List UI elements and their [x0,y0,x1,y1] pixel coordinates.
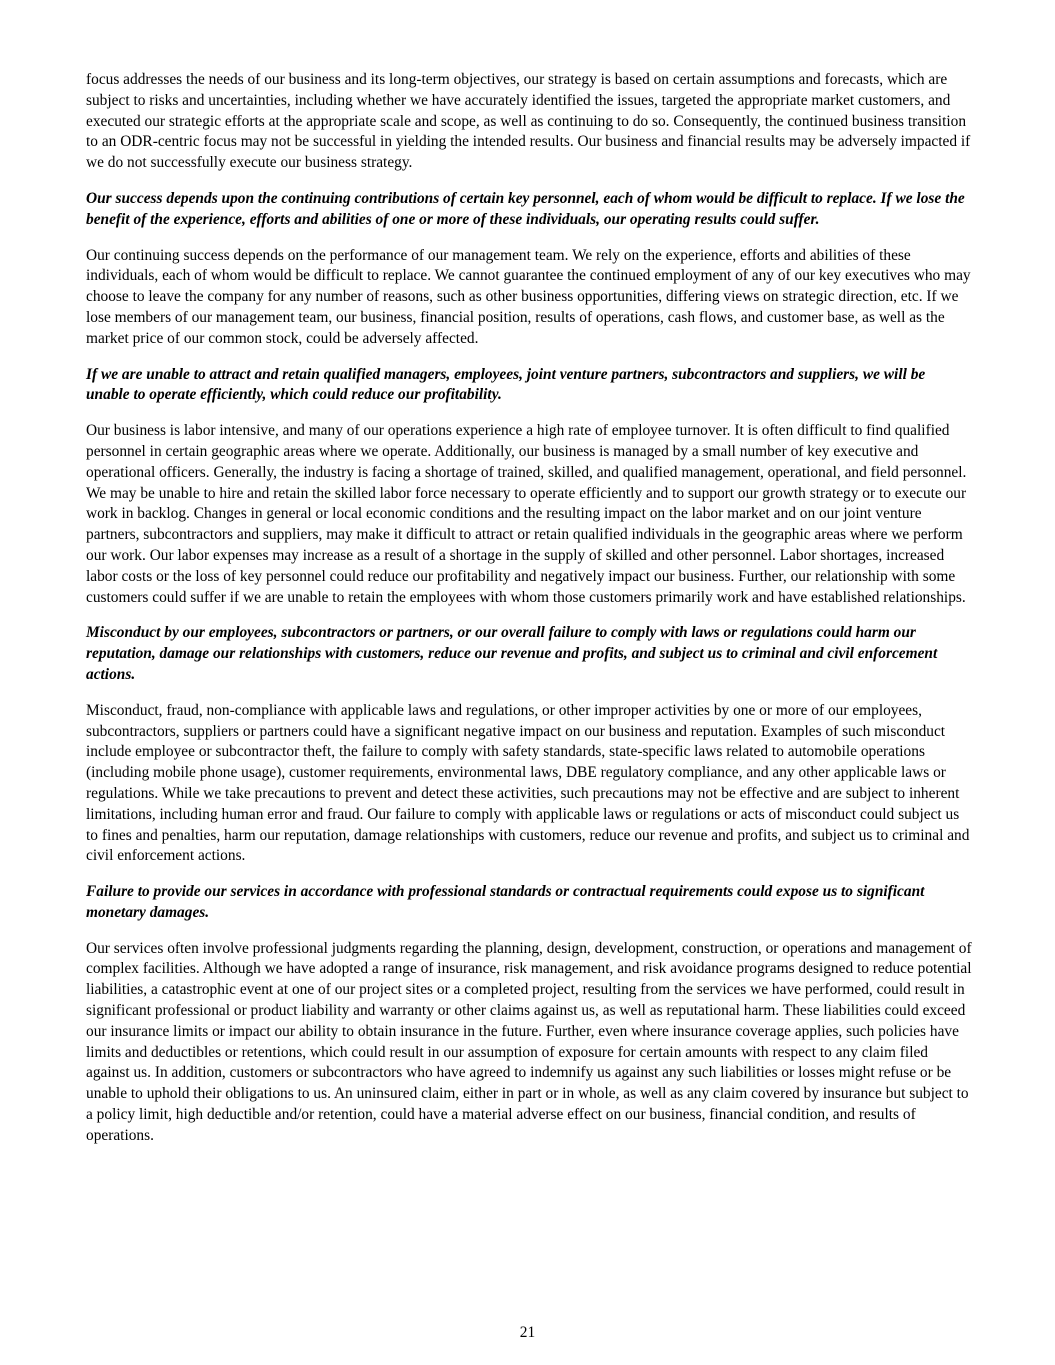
risk-factor-heading: Failure to provide our services in accordance with professional standards or contractual requirements could expose us to significant monetary damages. [86,883,925,921]
body-paragraph: Our business is labor intensive, and many of our operations experience a high rate of employee turnover. It is often difficult to find qualified personnel in certain geographic areas where we operate. Additionally, our business is managed by a small number of key executive and operational officers. Generally, the industry is facing a shortage of trained, skilled, and qualified management, operational, and field personnel. We may be unable to hire and retain the skilled labor force necessary to operate efficiently and to support our growth strategy or to execute our work in backlog. Changes in general or local economic conditions and the resulting impact on the labor market and on our joint venture partners, subcontractors and suppliers, may make it difficult to attract or retain qualified individuals in the geographic areas where we perform our work. Our labor expenses may increase as a result of a shortage in the supply of skilled and other personnel. Labor shortages, increased labor costs or the loss of key personnel could reduce our profitability and negatively impact our business. Further, our relationship with some customers could suffer if we are unable to retain the employees with whom those customers primarily work and have established relationships. [86,422,967,606]
body-paragraph: Misconduct, fraud, non-compliance with applicable laws and regulations, or other improper activities by one or more of our employees, subcontractors, suppliers or partners could have a significant negative impact on our business and reputation. Examples of such misconduct include employee or subcontractor theft, the failure to comply with safety standards, state-specific laws related to automobile operations (including mobile phone usage), customer requirements, environmental laws, DBE regulatory compliance, and any other applicable laws or regulations. While we take precautions to prevent and detect these activities, such precautions may not be effective and are subject to inherent limitations, including human error and fraud. Our failure to comply with applicable laws or regulations or acts of misconduct could subject us to fines and penalties, harm our reputation, damage relationships with customers, reduce our revenue and profits, and subject us to criminal and civil enforcement actions. [86,701,970,865]
body-paragraph: Our continuing success depends on the performance of our management team. We rely on the experience, efforts and abilities of these individuals, each of whom would be difficult to replace. We cannot guarantee the continued employment of any of our key executives who may choose to leave the company for any number of reasons, such as other business opportunities, differing views on strategic direction, etc. If we lose members of our management team, our business, financial position, results of operations, cash flows, and customer base, as well as the market price of our common stock, could be adversely affected. [86,246,971,347]
risk-factor-heading: Misconduct by our employees, subcontractors or partners, or our overall failure to comply with laws or regulations could harm our reputation, damage our relationships with customers, reduce our revenue and profits, and subject us to criminal and civil enforcement actions. [86,624,938,683]
body-paragraph: Our services often involve professional judgments regarding the planning, design, development, construction, or operations and management of complex facilities. Although we have adopted a range of insurance, risk management, and risk avoidance programs designed to reduce potential liabilities, a catastrophic event at one of our project sites or a completed project, resulting from the services we have performed, could result in significant professional or product liability and warranty or other claims against us, as well as reputational harm. These liabilities could exceed our insurance limits or impact our ability to obtain insurance in the future. Further, even where insurance coverage applies, such policies have limits and deductibles or retentions, which could result in our assumption of exposure for certain amounts with respect to any claim filed against us. In addition, customers or subcontractors who have agreed to indemnify us against any such liabilities or losses might refuse or be unable to uphold their obligations to us. An uninsured claim, either in part or in whole, as well as any claim covered by insurance but subject to a policy limit, high deductible and/or retention, could have a material adverse effect on our business, financial condition, and results of operations. [86,939,972,1144]
risk-factor-heading: If we are unable to attract and retain qualified managers, employees, joint venture partners, subcontractors and suppliers, we will be unable to operate efficiently, which could reduce our profitability. [86,365,926,404]
document-page [86,70,972,1162]
risk-factor-heading: Our success depends upon the continuing contributions of certain key personnel, each of whom would be difficult to replace. If we lose the benefit of the experience, efforts and abilities of one or more of these individuals, our operating results could suffer. [86,189,965,228]
body-paragraph: focus addresses the needs of our business and its long-term objectives, our strategy is based on certain assumptions and forecasts, which are subject to risks and uncertainties, including whether we have accurately identified the issues, targeted the appropriate market customers, and executed our strategic efforts at the appropriate scale and scope, as well as continuing to do so. Consequently, the continued business transition to an ODR-centric focus may not be successful in yielding the intended results. Our business and financial results may be adversely impacted if we do not successfully execute our business strategy. [86,71,971,172]
page-number: 21 [519,1324,536,1341]
